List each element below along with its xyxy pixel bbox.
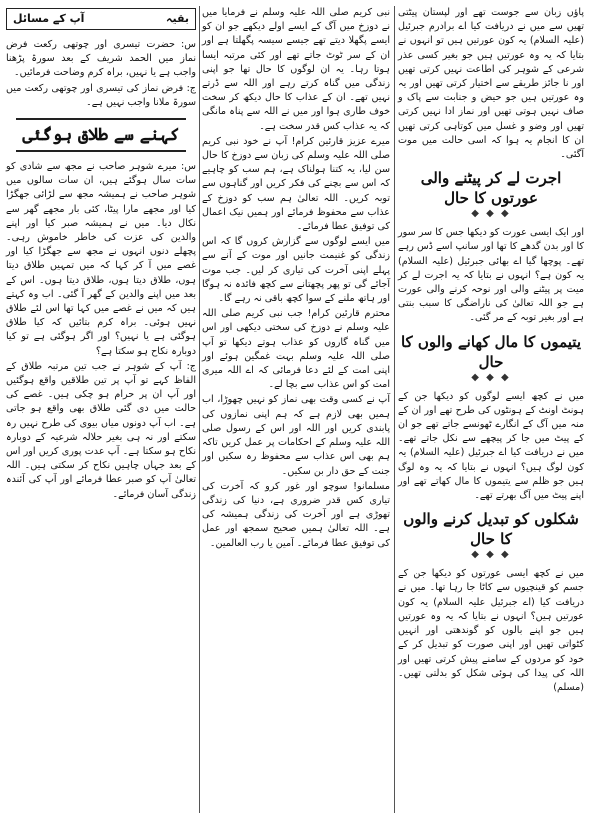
right-paragraph-2: اور ایک ایسی عورت کو دیکھا جس کا سر سور کا اور بدن گدھے کا تھا اور سانپ اسے ڈس رہے تھے۔ پوچھا گیا اے بھائی جبرئیل (علیہ السلام) یہ کون ہے؟ انہوں نے بتایا کہ یہ اجرت لے کر میت پر پیٹنے والی اور نوحہ کرنے والی عورت ہے جو اللہ تعالیٰ کی ناراضگی کا سبب بنتی ہے اور بغیر توبہ کے مر گئی۔ [398,227,584,324]
middle-paragraph-5: آپ نے کسی وقت بھی نماز کو نہیں چھوڑا، اب ہمیں بھی لازم ہے کہ ہم اپنی نمازوں کی پابندی کریں اور اللہ اور اس کے رسول صلی اللہ علیہ وسلم کے احکامات پر عمل کریں تاکہ ہم بھی اس عذاب سے محفوظ رہ سکیں اور جنت کے حق دار بن سکیں۔ [202,394,390,477]
column-divider-right [394,6,395,813]
middle-column [202,6,390,813]
right-paragraph-1: پاؤں زبان سے جوست تھے اور لپستان پیٹتی تھیں سے میں نے دریافت کیا اے برادرم جبرئیل (علیہ السلام) یہ کون عورتیں ہیں تو انہوں نے بتایا کہ یہ وہ عورتیں ہیں جو بغیر کسی عذر شرعی کے شوہر کی اطاعت نہیں کرتی تھیں اور نا جائز طریقے سے اختیار کرتی تھیں اور یہ وہ عورتیں ہیں جو حیض و جنابت سے پاک و صاف نہیں ہوتی تھیں اور نماز ادا نہیں کرتی تھیں اور وضو و غسل میں کوتاہی کرتی تھیں ان کا انجام یہ ہوا کہ اسی حالت میں موت آگئی۔ [398,7,584,161]
middle-paragraph-3: میں ایسے لوگوں سے گزارش کروں گا کہ اس زندگی کو غنیمت جانیں اور موت کے آنے سے پہلے اپنی آخرت کی تیاری کر لیں۔ جب موت آجائے گی تو پھر پچھتانے سے کچھ فائدہ نہ ہوگا اور ہاتھ ملنے کے سوا کچھ باقی نہ رہے گا۔ [202,236,390,305]
right-paragraph-4: میں نے کچھ ایسی عورتوں کو دیکھا جن کے جسم کو قینچیوں سے کاٹا جا رہا تھا۔ میں نے دریافت کیا (اے جبرئیل علیہ السلام) یہ کون عورتیں ہیں؟ انہوں نے بتایا کہ یہ وہ عورتیں ہیں جو اپنے بالوں کو گوندھتی اور انہیں کٹواتی تھیں اور اپنی صورت کو تبدیل کر کے خود کو مردوں کے سامنے پیش کرتی تھیں اور اللہ کی پیدا کی ہوئی شکل کو بدلتی تھیں۔ (مسلم) [398,568,584,693]
right-heading-1-block [398,168,584,220]
right-paragraph-3: میں نے کچھ ایسے لوگوں کو دیکھا جن کے ہونٹ اونٹ کے ہونٹوں کی طرح تھے اور ان کے منہ میں آگ کے انگارے ٹھونسے جاتے تھے جو ان کے پیٹ میں جا کر پیچھے سے نکل جاتے تھے۔ میں نے دریافت کیا اے جبرئیل (علیہ السلام) یہ کون لوگ ہیں؟ انہوں نے بتایا کہ یہ وہ لوگ ہیں جو ظلم سے یتیموں کا مال کھاتے تھے اور اپنے پیٹ میں آگ بھرتے تھے۔ [398,390,584,502]
middle-paragraph-4: محترم قارئین کرام! جب نبی کریم صلی اللہ علیہ وسلم نے دوزخ کی سختی دیکھی اور اس میں گناہ گاروں کو عذاب ہوتے دیکھا تو آپ صلی اللہ علیہ وسلم بہت غمگین ہوئے اور اپنی امت کے لئے دعا فرمائی کہ اے اللہ میری امت کو اس عذاب سے بچا لے۔ [202,308,390,391]
heading-ornament-2: ◆ ◆ ◆ [471,371,511,383]
box-heading-label: بقیہ [166,12,189,25]
heading-ornament-3: ◆ ◆ ◆ [471,549,511,561]
middle-paragraph-2: میرے عزیز قارئین کرام! آپ نے خود نبی کریم صلی اللہ علیہ وسلم کی زبان سے دوزخ کا حال سن لیا، یہ کتنا ہولناک ہے، ہم سب کو چاہیے کہ اس سے بچنے کی فکر کریں اور گناہوں سے توبہ کریں۔ اللہ تعالیٰ ہم سب کو دوزخ کے عذاب سے محفوظ فرمائے اور ہمیں نیک اعمال کی توفیق عطا فرمائے۔ [202,135,390,233]
right-heading-3-block [398,509,584,561]
column-divider-left [199,6,200,813]
right-heading-2: یتیموں کا مال کھانے والوں کا حال [400,332,582,371]
right-column [398,6,584,813]
middle-paragraph-6: مسلمانو! سوچو اور غور کرو کہ آخرت کی تیاری کس قدر ضروری ہے، دنیا کی زندگی تھوڑی ہے اور آخرت کی زندگی ہمیشہ کی ہے۔ اللہ تعالیٰ ہمیں صحیح سمجھ اور عمل کی توفیق عطا فرمائے۔ آمین یا رب العالمین۔ [202,480,390,549]
box-heading-title: آپ کے مسائل [13,12,85,25]
right-heading-1: اجرت لے کر پیٹنے والی عورتوں کا حال [420,169,562,208]
heading-ornament-1: ◆ ◆ ◆ [471,208,511,220]
right-heading-3: شکلوں کو تبدیل کرنے والوں کا حال [403,510,579,549]
left-column [6,6,196,813]
left-answer-2: ج: آپ کے شوہر نے جب تین مرتبہ طلاق کے الفاظ کہے تو آپ پر تین طلاقیں واقع ہوگئیں اور آپ ان پر حرام ہو چکی ہیں۔ غصے کی حالت میں دی گئی طلاق بھی واقع ہو جاتی ہے۔ اب آپ دونوں میاں بیوی کی طرح نہیں رہ سکتے اور نہ ہی بغیر حلالہ شرعیہ کے دوبارہ نکاح ہو سکتا ہے۔ آپ عدت پوری کریں اور اس کے بعد جہاں چاہیں نکاح کر سکتی ہیں۔ اللہ تعالیٰ آپ کو صبر عطا فرمائے اور آپ کی آئندہ زندگی آسان فرمائے۔ [6,360,196,500]
right-heading-2-block [398,332,584,384]
section-box-heading [6,8,196,30]
left-heading: کہنے سے طلاق ہوگئی [16,118,186,152]
left-question-1: س: حضرت تیسری اور چوتھی رکعت فرض نماز میں الحمد شریف کے بعد سورۃ پڑھنا واجب ہے یا نہیں، براہ کرم وضاحت فرمائیں۔ [6,39,196,79]
middle-paragraph-1: نبی کریم صلی اللہ علیہ وسلم نے فرمایا میں نے دوزخ میں آگ کے ایسے اولے دیکھے جو ان کو ایسے پگھلا دیتے تھے جیسے سیسہ پگھلتا ہے اور ان کے سر ٹوٹ جاتے تھے اور کئی مرتبہ ایسا ہوتا رہا۔ یہ ان لوگوں کا حال تھا جو اپنی زندگی میں گناہ کرتے رہے اور اللہ سے ڈرتے نہیں تھے۔ ان کے عذاب کا حال دیکھ کر سخت خوف طاری ہوا اور میں نے اللہ سے پناہ مانگی کہ یہ عذاب کس قدر سخت ہے۔ [202,7,390,132]
left-answer-1: ج: فرض نماز کی تیسری اور چوتھی رکعت میں سورۃ ملانا واجب نہیں ہے۔ [6,82,196,108]
left-question-2: س: میرے شوہر صاحب نے مجھ سے شادی کو سات سال ہوگئے ہیں، ان سات سالوں میں شوہر صاحب نے ہمیشہ مجھ سے لڑائی جھگڑا کیا اور مجھے مارا پیٹا، کئی بار مجھے گھر سے نکال دیا۔ میں نے ہمیشہ صبر کیا اور اپنے والدین کی عزت کی خاطر خاموش رہی۔ پچھلے دنوں انہوں نے مجھ سے جھگڑا کیا اور غصے میں آ کر کہا کہ میں تمہیں طلاق دیتا ہوں، طلاق دیتا ہوں، طلاق دیتا ہوں۔ اس کے بعد میں اپنے والدین کے گھر آ گئی۔ اب وہ کہتے ہیں کہ میں نے غصے میں کہا تھا اس لئے طلاق نہیں ہوئی۔ براہ کرم بتائیں کہ کیا طلاق ہوگئی ہے یا نہیں؟ اور اگر ہوگئی ہے تو کیا دوبارہ نکاح ہو سکتا ہے؟ [6,161,196,357]
